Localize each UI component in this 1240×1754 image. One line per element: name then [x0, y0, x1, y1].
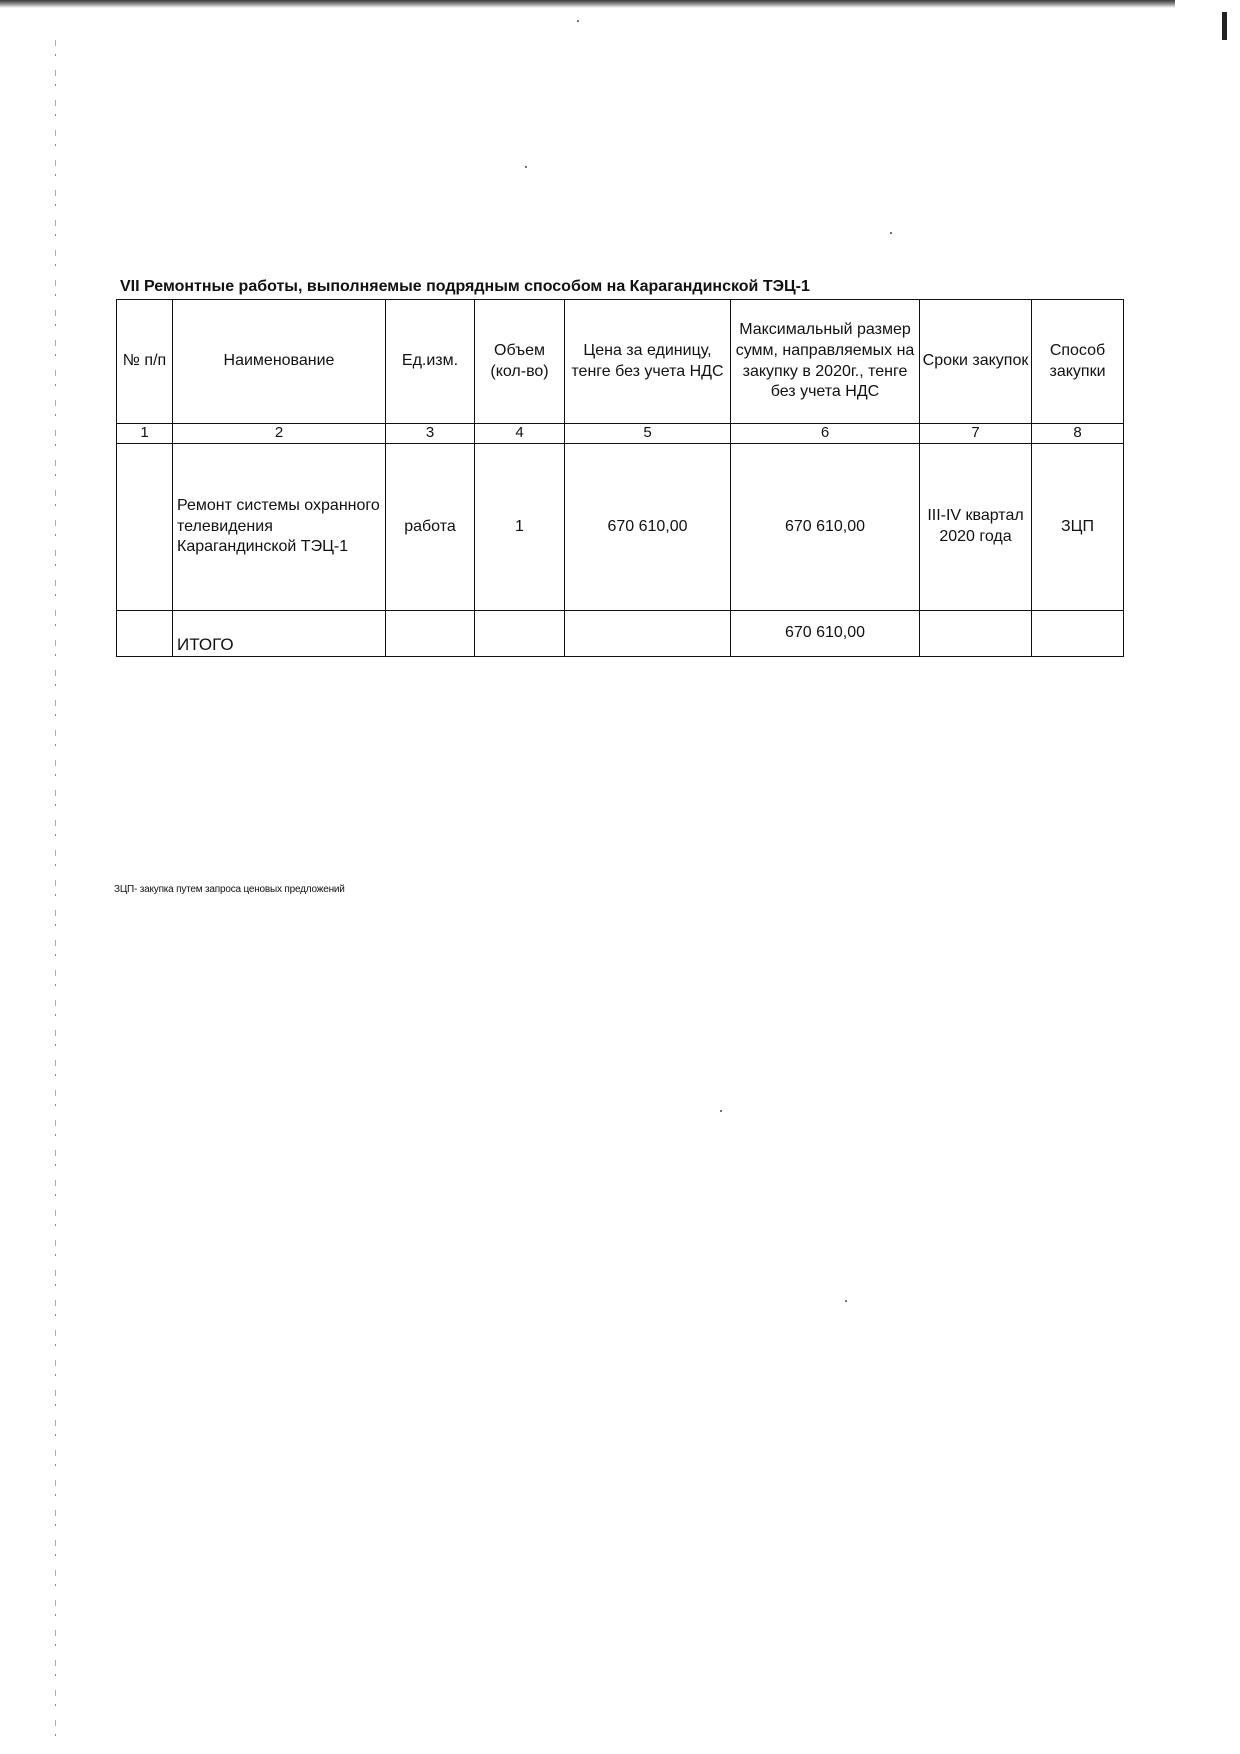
total-empty-cell [117, 611, 173, 657]
section-title: VII Ремонтные работы, выполняемые подрядным способом на Карагандинской ТЭЦ-1 [120, 278, 810, 295]
total-row [117, 611, 1124, 657]
header-cell: Способ закупки [1032, 300, 1124, 424]
table-header-row [117, 300, 1124, 424]
total-empty-cell [565, 611, 731, 657]
total-empty-cell [475, 611, 565, 657]
item-name: Ремонт системы охранного телевидения Карагандинской ТЭЦ-1 [173, 444, 386, 611]
column-number: 6 [731, 424, 920, 444]
total-empty-cell [920, 611, 1032, 657]
total-max-amount: 670 610,00 [731, 611, 920, 657]
total-label: ИТОГО [173, 611, 386, 657]
column-number: 1 [117, 424, 173, 444]
row-number [117, 444, 173, 611]
column-number: 2 [173, 424, 386, 444]
column-number-row [117, 424, 1124, 444]
scan-edge-right [1222, 12, 1227, 40]
procurement-table [116, 299, 1124, 657]
header-cell: Максимальный размер сумм, направляемых на закупку в 2020г., тенге без учета НДС [731, 300, 920, 424]
item-quantity: 1 [475, 444, 565, 611]
scan-speck [720, 1110, 722, 1112]
table-row [117, 444, 1124, 611]
item-method: ЗЦП [1032, 444, 1124, 611]
header-cell: Наименование [173, 300, 386, 424]
scan-speck [577, 20, 579, 22]
column-number: 7 [920, 424, 1032, 444]
scan-speck [525, 166, 527, 168]
header-cell: Объем (кол-во) [475, 300, 565, 424]
column-number: 4 [475, 424, 565, 444]
scan-speck [890, 232, 892, 234]
item-period: III-IV квартал 2020 года [920, 444, 1032, 611]
scan-speck [845, 1300, 847, 1302]
column-number: 5 [565, 424, 731, 444]
header-cell: Сроки закупок [920, 300, 1032, 424]
header-cell: Ед.изм. [386, 300, 475, 424]
header-cell: № п/п [117, 300, 173, 424]
total-empty-cell [1032, 611, 1124, 657]
item-max-amount: 670 610,00 [731, 444, 920, 611]
item-unit-price: 670 610,00 [565, 444, 731, 611]
scan-edge-top [0, 0, 1175, 8]
header-cell: Цена за единицу, тенге без учета НДС [565, 300, 731, 424]
scan-edge-left [55, 40, 56, 1740]
footnote: ЗЦП- закупка путем запроса ценовых предложений [114, 884, 345, 895]
column-number: 8 [1032, 424, 1124, 444]
column-number: 3 [386, 424, 475, 444]
total-empty-cell [386, 611, 475, 657]
item-unit: работа [386, 444, 475, 611]
